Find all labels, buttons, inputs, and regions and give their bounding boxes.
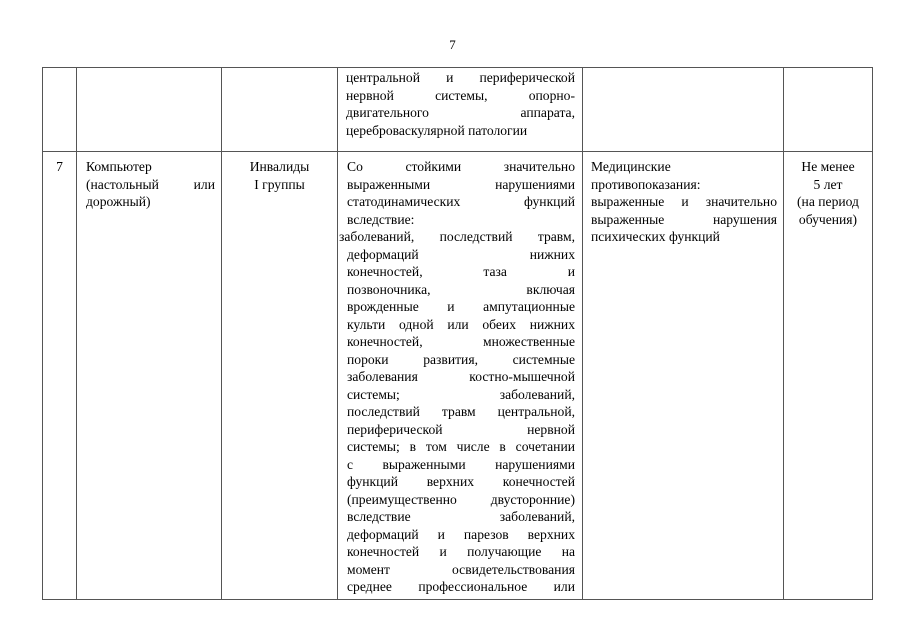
text-line: последствий травм центральной, (347, 404, 575, 419)
page-number: 7 (449, 37, 456, 52)
text-line: выраженные и значительно (591, 194, 777, 209)
text-line: с выраженными нарушениями (347, 456, 575, 472)
cell-number (43, 68, 77, 152)
text-line: центральной и периферической (346, 70, 575, 85)
cell-number (43, 152, 77, 600)
text-line: заболевания костно-мышечной (347, 369, 575, 384)
text-line: пороки развития, системные (347, 351, 575, 367)
text-line: (настольный или (86, 176, 215, 192)
text-line: психических функций (591, 229, 720, 244)
text-line: Со стойкими значительно (347, 159, 575, 174)
cell-contraindications (583, 152, 784, 600)
text-line: двигательного аппарата, (346, 105, 575, 120)
document-table (42, 67, 873, 600)
text-line: культи одной или обеих нижних (347, 316, 575, 332)
text-line: 5 лет (813, 176, 843, 192)
text-line: функций верхних конечностей (347, 474, 575, 489)
text-line: заболеваний, последствий травм, (339, 229, 575, 244)
text-line: обучения) (798, 211, 858, 227)
text-line: выраженными нарушениями (347, 176, 575, 192)
text-line: позвоночника, включая (347, 281, 575, 297)
text-line: периферической нервной (347, 421, 575, 437)
text-line: дорожный) (86, 194, 151, 209)
text-line: конечностей и получающие на (347, 544, 575, 559)
text-line: статодинамических функций (347, 194, 575, 209)
cell-indications (338, 152, 583, 600)
text-line: I группы (254, 176, 305, 192)
cell-contraindications (583, 68, 784, 152)
row-number: 7 (56, 159, 63, 174)
text-line: выраженные нарушения (591, 211, 777, 227)
text-line: нервной системы, опорно- (346, 87, 575, 103)
cell-category (222, 152, 338, 600)
text-line: момент освидетельствования (347, 561, 575, 577)
text-line: среднее профессиональное или (347, 579, 575, 594)
text-line: Медицинские (591, 159, 671, 174)
table-row (43, 68, 873, 152)
text-line: (преимущественно двусторонние) (347, 491, 575, 507)
text-line: вследствие: (347, 211, 415, 227)
text-line: деформаций и парезов верхних (347, 526, 575, 542)
text-line: Не менее (801, 159, 855, 174)
table-row (43, 152, 873, 600)
text-line: системы; в том числе в сочетании (347, 439, 575, 454)
cell-name (77, 68, 222, 152)
text-line: конечностей, множественные (347, 334, 575, 349)
text-line: вследствие заболеваний, (347, 509, 575, 524)
text-line: (на период (797, 194, 859, 209)
text-line: конечностей, таза и (347, 264, 575, 279)
text-line: деформаций нижних (347, 246, 575, 262)
cell-term (784, 152, 873, 600)
text-line: цереброваскулярной патологии (346, 122, 528, 138)
text-line: Инвалиды (249, 159, 310, 174)
cell-category (222, 68, 338, 152)
cell-name (77, 152, 222, 600)
cell-term (784, 68, 873, 152)
text-line: противопоказания: (591, 176, 701, 192)
text-line: системы; заболеваний, (347, 386, 575, 402)
text-line: Компьютер (86, 159, 152, 174)
text-line: врожденные и ампутационные (347, 299, 575, 314)
cell-indications (338, 68, 583, 152)
